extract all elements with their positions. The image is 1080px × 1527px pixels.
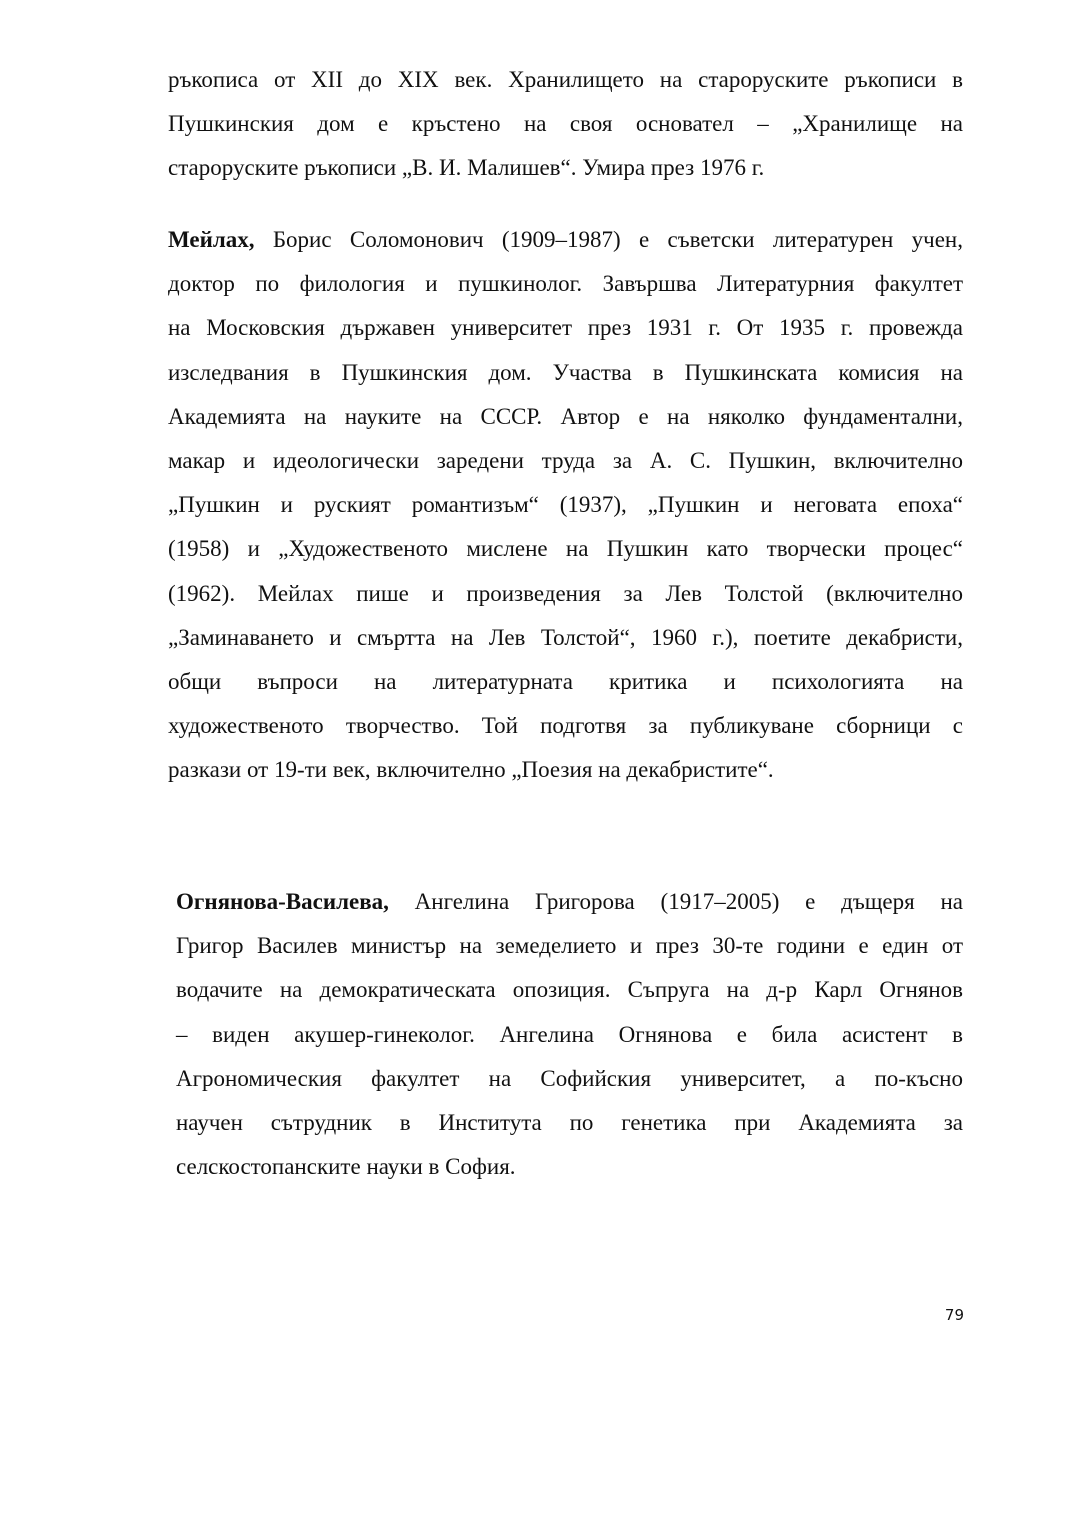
paragraph-meilakh xyxy=(168,218,963,792)
text-line-first xyxy=(176,880,963,924)
text-line: доктор по филология и пушкинолог. Завършва Литературния факултет xyxy=(168,271,963,297)
text-line: ръкописа от XII до XIX век. Хранилището на староруските ръкописи в xyxy=(168,67,963,92)
entry-term: Огнянова-Василева, xyxy=(176,889,389,914)
text-line: на Московския държавен университет през 1931 г. От 1935 г. провежда xyxy=(168,315,963,341)
text-line: (1958) и „Художественото мислене на Пушкин като творчески процес“ xyxy=(168,536,963,562)
text-line: разкази от 19-ти век, включително „Поезия на декабристите“. xyxy=(168,757,774,783)
text-line: общи въпроси на литературната критика и психологията на xyxy=(168,668,963,694)
page-number: 79 xyxy=(944,1306,964,1324)
text-line: водачите на демократическата опозиция. Съпруга на д-р Карл Огнянов xyxy=(176,977,963,1003)
paragraph-malyshev-end xyxy=(168,58,963,191)
entry-first-line-rest: Ангелина Григорова (1917–2005) е дъщеря на xyxy=(388,889,963,914)
paragraph-ognyanova-vasileva xyxy=(176,880,963,1189)
entry-first-line-rest: Борис Соломонович (1909–1987) е съветски литературен учен, xyxy=(254,227,963,252)
text-line: Григор Василев министър на земеделието и през 30-те години е един от xyxy=(176,933,963,959)
text-line-first xyxy=(168,218,963,262)
text-line: Агрономическия факултет на Софийския университет, а по-късно xyxy=(176,1065,963,1091)
text-line: Пушкинския дом е кръстено на своя основател – „Хранилище на xyxy=(168,111,963,137)
text-line: Академията на науките на СССР. Автор е на няколко фундаментални, xyxy=(168,403,963,429)
text-line: „Пушкин и руският романтизъм“ (1937), „Пушкин и неговата епоха“ xyxy=(168,492,963,518)
text-line: – виден акушер-гинеколог. Ангелина Огнянова е била асистент в xyxy=(176,1021,963,1047)
entry-term: Мейлах, xyxy=(168,227,255,252)
text-line: научен сътрудник в Института по генетика при Академията за xyxy=(176,1109,963,1135)
text-line: староруските ръкописи „В. И. Малишев“. Умира през 1976 г. xyxy=(168,155,765,181)
text-line: селскостопанските науки в София. xyxy=(176,1154,516,1180)
text-line: изследвания в Пушкинския дом. Участва в Пушкинската комисия на xyxy=(168,359,963,385)
text-line: (1962). Мейлах пише и произведения за Лев Толстой (включително xyxy=(168,580,963,606)
text-line: макар и идеологически заредени труда за А. С. Пушкин, включително xyxy=(168,447,963,473)
text-line: „Заминаването и смъртта на Лев Толстой“, 1960 г.), поетите декабристи, xyxy=(168,624,963,650)
text-line: художественото творчество. Той подготвя за публикуване сборници с xyxy=(168,713,963,739)
